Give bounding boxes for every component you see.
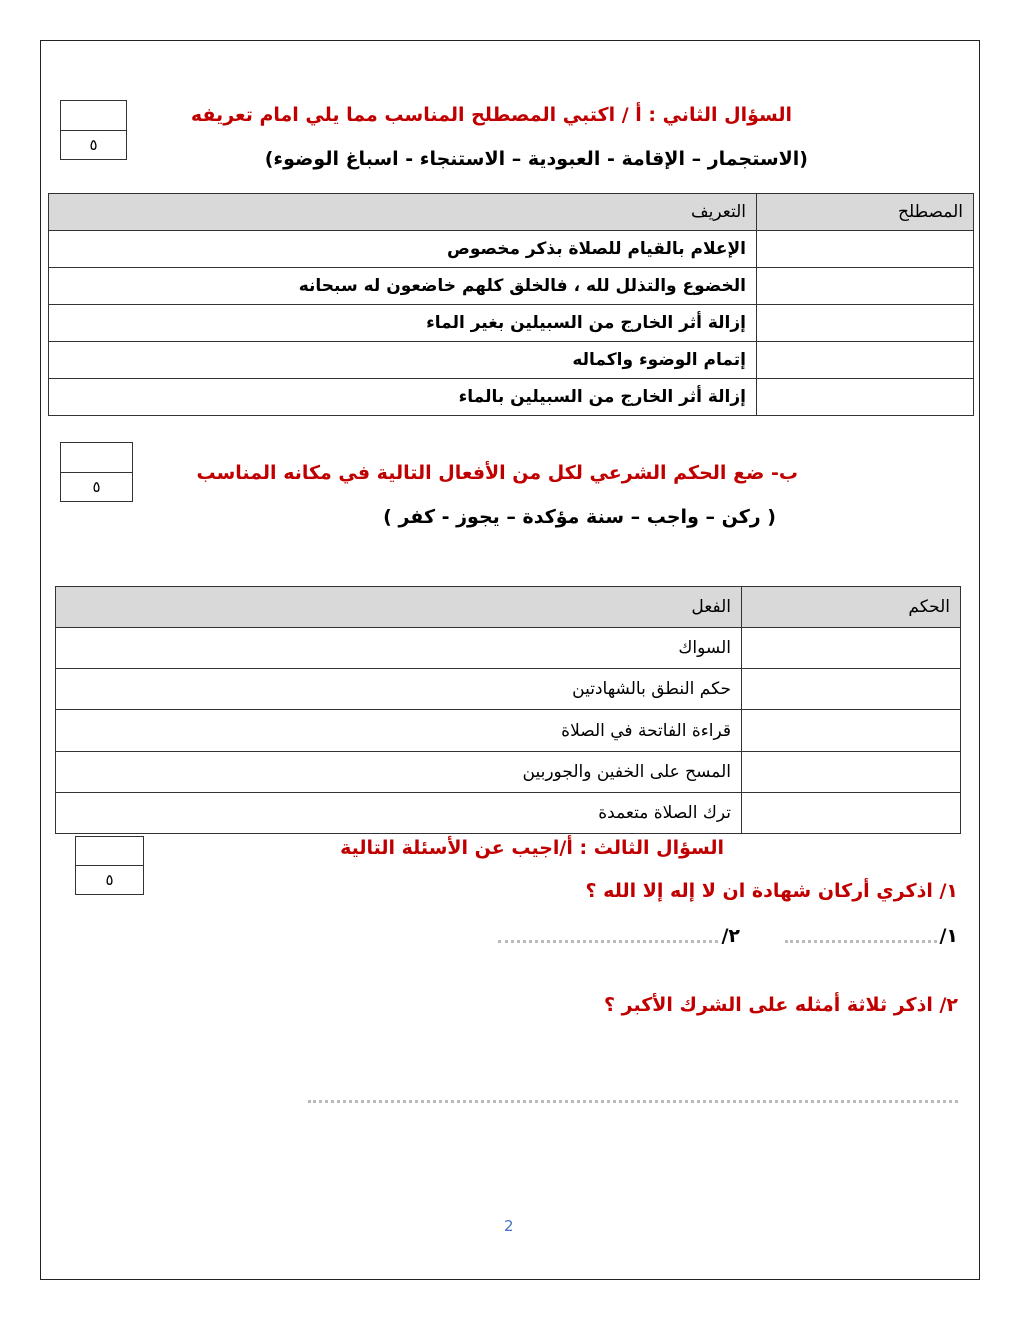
action-cell: ترك الصلاة متعمدة <box>56 792 742 833</box>
score-value: ٥ <box>92 477 101 496</box>
score-box <box>75 836 144 895</box>
rulings-table <box>55 586 961 834</box>
answer-line-1[interactable] <box>785 940 937 943</box>
question-3-title: السؤال الثالث : أ/اجيب عن الأسئلة التالية <box>340 837 724 859</box>
question-3-1: ١/ اذكري أركان شهادة ان لا إله إلا الله ؟ <box>585 880 958 902</box>
answer-cell[interactable] <box>742 792 961 833</box>
definition-cell: الخضوع والتذلل لله ، فالخلق كلهم خاضعون له سبحانه <box>49 268 757 305</box>
answer-cell[interactable] <box>757 305 974 342</box>
answer-cell[interactable] <box>757 342 974 379</box>
definition-cell: إزالة أثر الخارج من السبيلين بغير الماء <box>49 305 757 342</box>
header-action: الفعل <box>56 587 742 628</box>
score-value: ٥ <box>89 135 98 154</box>
answer-cell[interactable] <box>757 231 974 268</box>
header-term: المصطلح <box>757 194 974 231</box>
question-2b-title: ب- ضع الحكم الشرعي لكل من الأفعال التالية في مكانه المناسب <box>196 462 798 484</box>
answer-line-2[interactable] <box>498 940 718 943</box>
answer-cell[interactable] <box>742 669 961 710</box>
answer-label-1: ١/ <box>939 925 958 947</box>
action-cell: المسح على الخفين والجوربين <box>56 751 742 792</box>
terms-table <box>48 193 974 416</box>
page-number: 2 <box>504 1217 514 1235</box>
question-2-title: السؤال الثاني : أ / اكتبي المصطلح المناسب مما يلي امام تعريفه <box>190 104 792 126</box>
answer-cell[interactable] <box>757 379 974 416</box>
score-value: ٥ <box>105 871 114 889</box>
definition-cell: الإعلام بالقيام للصلاة بذكر مخصوص <box>49 231 757 268</box>
answer-cell[interactable] <box>742 751 961 792</box>
answer-label-2: ٢/ <box>721 925 740 947</box>
ruling-options: ( ركن – واجب – سنة مؤكدة – يجوز - كفر ) <box>383 506 776 528</box>
definition-cell: إزالة أثر الخارج من السبيلين بالماء <box>49 379 757 416</box>
answer-line-3[interactable] <box>308 1100 958 1103</box>
answer-cell[interactable] <box>757 268 974 305</box>
action-cell: حكم النطق بالشهادتين <box>56 669 742 710</box>
answer-cell[interactable] <box>742 628 961 669</box>
header-definition: التعريف <box>49 194 757 231</box>
question-3-2: ٢/ اذكر ثلاثة أمثله على الشرك الأكبر ؟ <box>604 994 958 1016</box>
action-cell: السواك <box>56 628 742 669</box>
score-box <box>60 442 133 502</box>
score-box <box>60 100 127 160</box>
term-bank: (الاستجمار – الإقامة - العبودية – الاستنجاء - اسباغ الوضوء) <box>264 148 808 170</box>
action-cell: قراءة الفاتحة في الصلاة <box>56 710 742 751</box>
definition-cell: إتمام الوضوء واكماله <box>49 342 757 379</box>
header-ruling: الحكم <box>742 587 961 628</box>
answer-cell[interactable] <box>742 710 961 751</box>
